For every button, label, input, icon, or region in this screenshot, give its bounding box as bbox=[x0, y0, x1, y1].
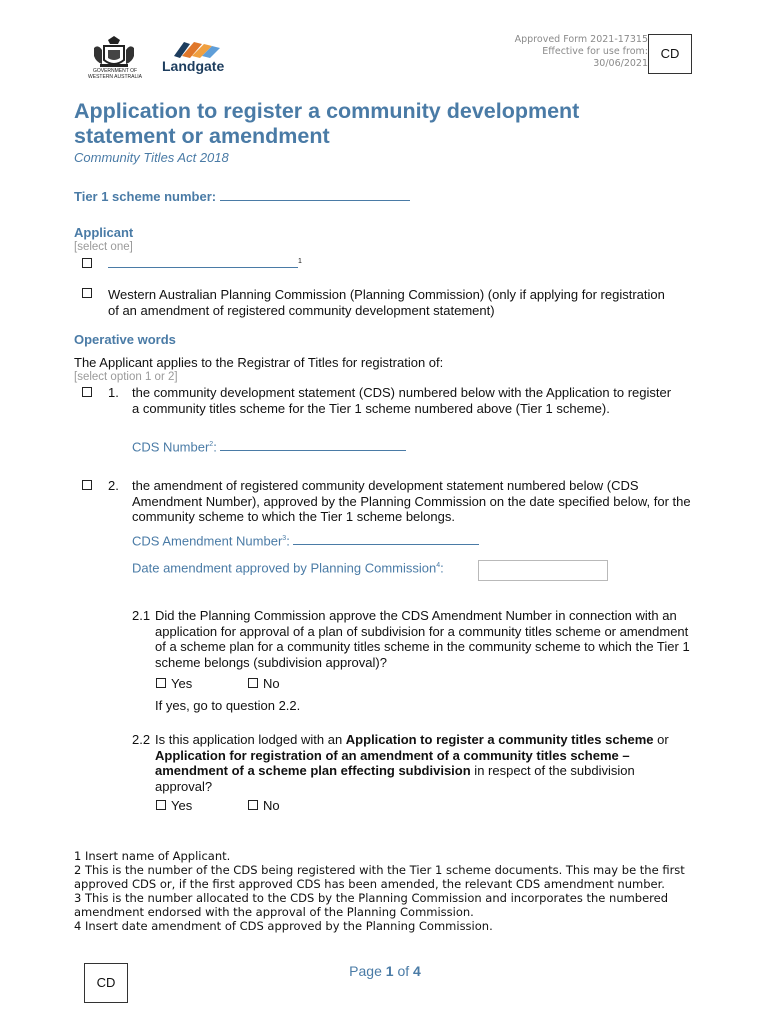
option-1-checkbox[interactable] bbox=[82, 387, 92, 397]
question-2-1-text: Did the Planning Commission approve the CDS Amendment Number in connection with an application for approval of a plan of subdivision for a community titles scheme or amendment of a scheme plan for a community titles scheme in the community scheme to which the Tier 1 scheme belongs (subdivision approval)? bbox=[155, 608, 690, 670]
cds-number-label: CDS Number bbox=[132, 439, 210, 455]
page-word: Page bbox=[349, 963, 382, 979]
q21-no-checkbox[interactable] bbox=[248, 678, 258, 688]
q21-followup-text: If yes, go to question 2.2. bbox=[155, 698, 301, 713]
q21-no-label: No bbox=[263, 676, 280, 691]
date-approved-label: Date amendment approved by Planning Commission bbox=[132, 560, 437, 576]
footnote-ref-3: 3 bbox=[282, 535, 287, 542]
operative-intro: The Applicant applies to the Registrar of Titles for registration of: bbox=[74, 355, 444, 370]
footer-form-code-box: CD bbox=[84, 963, 128, 1003]
option-2-text: the amendment of registered community development statement numbered below (CDS Amendment Number), approved by the Planning Commission on the date specified below, for the community scheme to which the Tier 1 scheme belongs. bbox=[132, 478, 691, 524]
cds-amendment-number-field[interactable] bbox=[293, 532, 479, 545]
cds-amendment-label: CDS Amendment Number bbox=[132, 533, 283, 549]
q21-no-option[interactable] bbox=[248, 676, 280, 692]
q22-yes-label: Yes bbox=[171, 798, 193, 813]
footnote-ref-1: 1 bbox=[298, 258, 302, 265]
wa-government-logo-text: GOVERNMENT OF WESTERN AUSTRALIA bbox=[88, 68, 142, 80]
applicant-name-checkbox[interactable] bbox=[82, 258, 92, 268]
applicant-name-field[interactable] bbox=[108, 255, 298, 268]
question-2-1-number: 2.1 bbox=[132, 608, 151, 623]
q22-yes-option[interactable] bbox=[156, 798, 192, 814]
footnote-2: 2 This is the number of the CDS being registered with the Tier 1 scheme documents. This may be the first approved CDS or, if the first approved CDS has been amended, the relevant CDS amendment number. bbox=[74, 863, 685, 891]
question-2-2-text bbox=[155, 732, 695, 794]
q22-bold-part1: Application to register a community titles scheme bbox=[345, 732, 654, 747]
approved-form-number: Approved Form 2021-17315 bbox=[514, 34, 648, 45]
cds-number-field[interactable] bbox=[220, 438, 406, 451]
tier1-label-text: Tier 1 scheme number: bbox=[74, 189, 217, 204]
question-2-2-number: 2.2 bbox=[132, 732, 151, 747]
q22-text-part2: or bbox=[653, 732, 669, 747]
landgate-logo-text: Landgate bbox=[162, 58, 225, 74]
planning-commission-option: Western Australian Planning Commission (Planning Commission) (only if applying for registration of an amendment of registered community development statement) bbox=[108, 287, 665, 318]
page-total: 4 bbox=[413, 963, 421, 979]
q22-no-checkbox[interactable] bbox=[248, 800, 258, 810]
page-subtitle: Community Titles Act 2018 bbox=[74, 150, 229, 165]
q21-yes-checkbox[interactable] bbox=[156, 678, 166, 688]
footnotes bbox=[74, 849, 694, 933]
footnote-1: 1 Insert name of Applicant. bbox=[74, 849, 231, 863]
q22-no-option[interactable] bbox=[248, 798, 280, 814]
q22-text-part3: in respect of the subdivision approval? bbox=[155, 763, 635, 794]
q22-no-label: No bbox=[263, 798, 280, 813]
cds-number-row: CDS Number$^2$: bbox=[132, 437, 406, 455]
option-1-text: the community development statement (CDS) numbered below with the Application to register a community titles scheme for the Tier 1 scheme numbered above (Tier 1 scheme). bbox=[132, 385, 672, 416]
tier1-scheme-label bbox=[74, 188, 410, 205]
operative-hint: [select option 1 or 2] bbox=[74, 371, 178, 383]
footnote-ref-2: 2 bbox=[209, 441, 214, 448]
option-1-number: 1. bbox=[108, 385, 119, 400]
applicant-hint: [select one] bbox=[74, 241, 133, 253]
footnote-4: 4 Insert date amendment of CDS approved by the Planning Commission. bbox=[74, 919, 493, 933]
operative-words-heading: Operative words bbox=[74, 332, 176, 347]
footnote-3: 3 This is the number allocated to the CDS by the Planning Commission and incorporates the numbered amendment endorsed with the approval of the Planning Commission. bbox=[74, 891, 669, 919]
cds-amendment-row: CDS Amendment Number$^3$: bbox=[132, 531, 479, 549]
footnote-ref-4: 4 bbox=[436, 562, 441, 569]
date-approved-row: Date amendment approved by Planning Commission$^4$: bbox=[132, 560, 444, 576]
effective-date: 30/06/2021 bbox=[593, 58, 648, 69]
effective-label: Effective for use from: bbox=[542, 46, 648, 57]
q22-text-part1: Is this application lodged with an bbox=[155, 732, 346, 747]
option-2-number: 2. bbox=[108, 478, 119, 493]
approved-form-info bbox=[515, 34, 648, 70]
planning-commission-checkbox[interactable] bbox=[82, 288, 92, 298]
form-code-box: CD bbox=[648, 34, 692, 74]
q21-yes-label: Yes bbox=[171, 676, 193, 691]
date-approved-input[interactable] bbox=[478, 560, 608, 581]
q22-bold-part2: Application for registration of an amendment of a community titles scheme – amendment of a scheme plan effecting subdivision bbox=[155, 747, 630, 778]
q21-yes-option[interactable] bbox=[156, 676, 192, 692]
page-current: 1 bbox=[385, 963, 394, 979]
q22-yes-checkbox[interactable] bbox=[156, 800, 166, 810]
applicant-heading: Applicant bbox=[74, 225, 134, 240]
page-title: Application to register a community development statement or amendment bbox=[74, 99, 580, 148]
tier1-scheme-number-field[interactable] bbox=[220, 188, 410, 201]
page-of: of bbox=[397, 963, 410, 979]
option-2-checkbox[interactable] bbox=[82, 480, 92, 490]
applicant-name-row bbox=[108, 254, 302, 272]
